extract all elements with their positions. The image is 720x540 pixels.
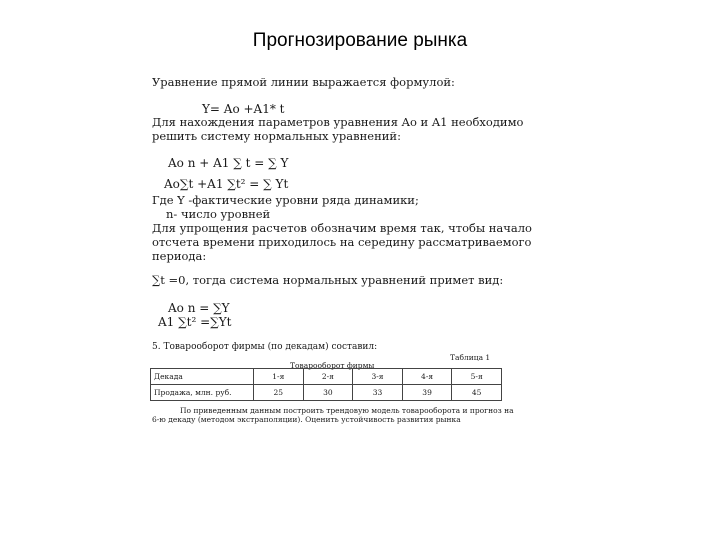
table-label: Таблица 1 xyxy=(450,353,491,362)
equation-1: Ao n + A1 ∑ t = ∑ Y xyxy=(168,156,289,170)
slide-title: Прогнозирование рынка xyxy=(252,30,468,51)
text-line: Для нахождения параметров уравнения Ao и A1 необходимо xyxy=(152,115,524,129)
text-line: n- число уровней xyxy=(166,207,271,221)
text-line: решить систему нормальных уравнений: xyxy=(152,129,401,143)
table-header-row xyxy=(151,369,502,385)
table-cell: 39 xyxy=(402,385,452,401)
equation-2: Ao∑t +A1 ∑t² = ∑ Yt xyxy=(164,177,289,191)
table-header-cell: Декада xyxy=(151,369,254,385)
sales-table xyxy=(150,368,502,401)
text-line: Для упрощения расчетов обозначим время так, чтобы начало xyxy=(152,221,532,235)
equation-4: A1 ∑t² =∑Yt xyxy=(158,315,232,329)
footnote-line: 6-ю декаду (методом экстраполяции). Оценить устойчивость развития рынка xyxy=(152,415,461,424)
table-cell: 33 xyxy=(353,385,403,401)
table-header-cell: 4-я xyxy=(402,369,452,385)
table-row xyxy=(151,385,502,401)
formula-main: Y= Ao +A1* t xyxy=(202,102,285,116)
table-header-cell: 3-я xyxy=(353,369,403,385)
table-header-cell: 5-я xyxy=(452,369,502,385)
table-title: Товарооборот фирмы xyxy=(290,361,375,370)
equation-3: Ao n = ∑Y xyxy=(168,301,230,315)
table-header-cell: 2-я xyxy=(303,369,353,385)
text-line: периода: xyxy=(152,249,207,263)
table-header-cell: 1-я xyxy=(254,369,304,385)
text-line: отсчета времени приходилось на середину рассматриваемого xyxy=(152,235,532,249)
task-heading: 5. Товарооборот фирмы (по декадам) составил: xyxy=(152,342,378,352)
text-line: Уравнение прямой линии выражается формулой: xyxy=(152,75,455,89)
text-line: ∑t =0, тогда система нормальных уравнений примет вид: xyxy=(152,273,504,287)
footnote-line: По приведенным данным построить трендовую модель товарооборота и прогноз на xyxy=(180,406,514,415)
table-cell: 30 xyxy=(303,385,353,401)
table-row-label: Продажа, млн. руб. xyxy=(151,385,254,401)
table-cell: 45 xyxy=(452,385,502,401)
text-line: Где Y -фактические уровни ряда динамики; xyxy=(152,193,419,207)
table-cell: 25 xyxy=(254,385,304,401)
